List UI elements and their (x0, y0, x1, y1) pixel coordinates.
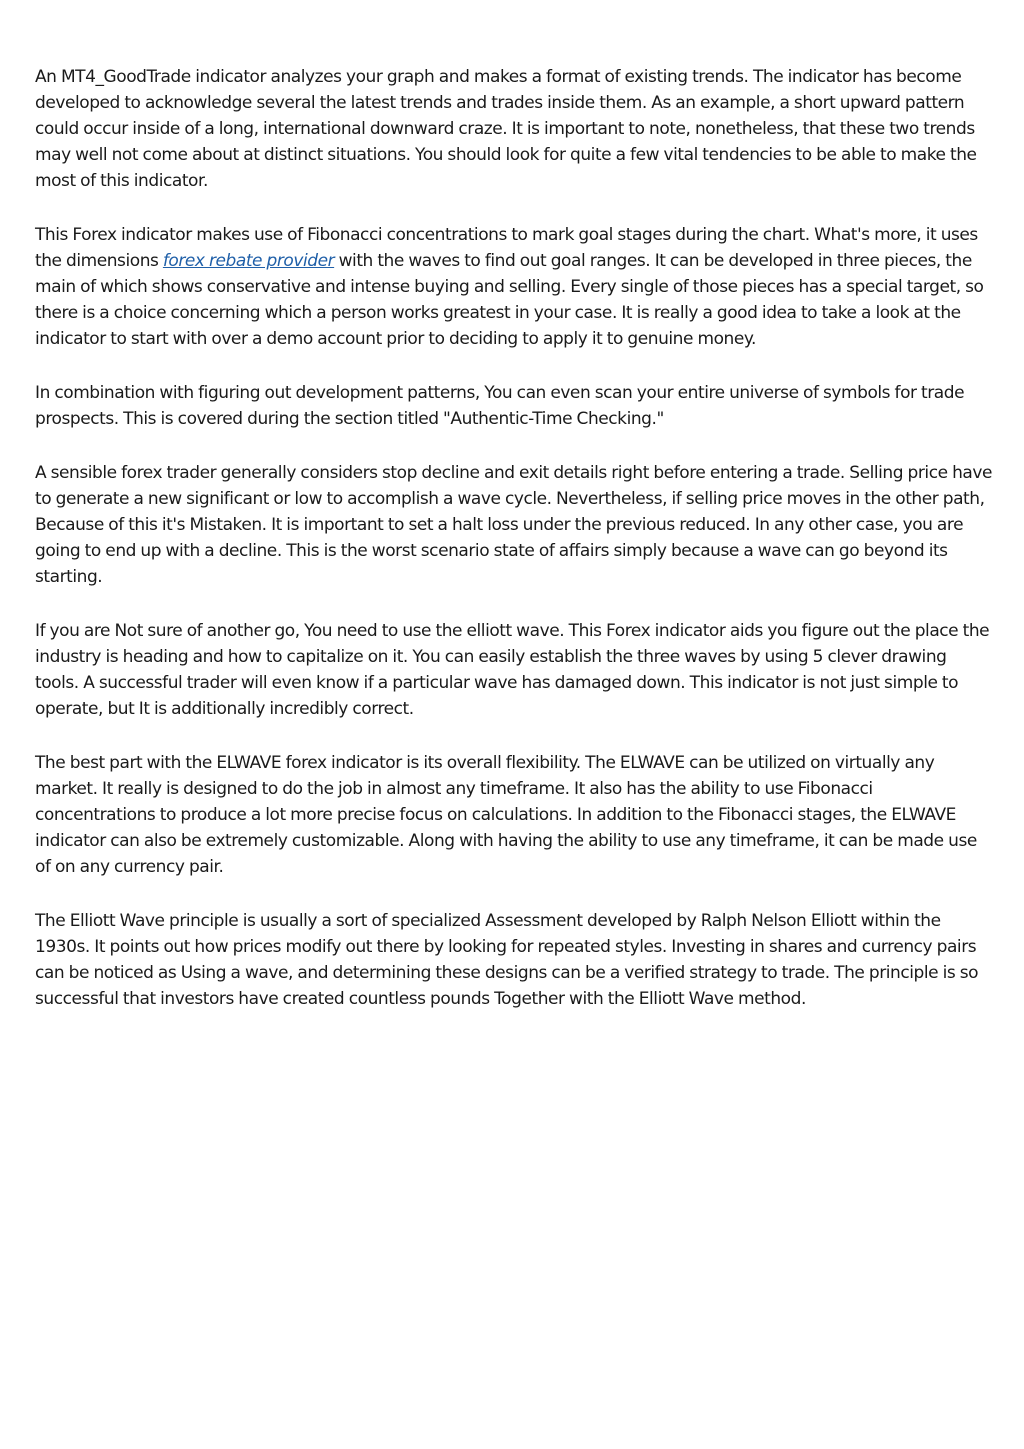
paragraph-5: If you are Not sure of another go, You need to use the elliott wave. This Forex indicator aids you figure out the place the industry is heading and how to capitalize on it. You can easily establish the three waves by using 5 clever drawing tools. A successful trader will even know if a particular wave has damaged down. This indicator is not just simple to operate, but It is additionally incredibly correct. (35, 621, 990, 719)
paragraph-7: The Elliott Wave principle is usually a sort of specialized Assessment developed by Ralph Nelson Elliott within the 1930s. It points out how prices modify out there by looking for repeated styles. Investing in shares and currency pairs can be noticed as Using a wave, and determining these designs can be a verified strategy to trade. The principle is so successful that investors have created countless pounds Together with the Elliott Wave method. (35, 911, 979, 1009)
paragraph-2-text-after-link: with the waves to find out goal ranges. It can be developed in three pieces, the main of which shows conservative and intense buying and selling. Every single of those pieces has a special target, so there is a choice concerning which a person works greatest in your case. It is really a good idea to take a look at the indicator to start with over a demo account prior to deciding to apply it to genuine money. (35, 251, 984, 349)
paragraph-1: An MT4_GoodTrade indicator analyzes your graph and makes a format of existing trends. The indicator has become developed to acknowledge several the latest trends and trades inside them. As an example, a short upward pattern could occur inside of a long, international downward craze. It is important to note, nonetheless, that these two trends may well not come about at distinct situations. You should look for quite a few vital tendencies to be able to make the most of this indicator. (35, 67, 977, 191)
paragraph-3: In combination with figuring out development patterns, You can even scan your entire universe of symbols for trade prospects. This is covered during the section titled "Authentic-Time Checking." (35, 383, 965, 429)
paragraph-2-text-before-link: This Forex indicator makes use of Fibonacci concentrations to mark goal stages during the chart. What's more, it uses the dimensions (35, 225, 978, 271)
forex-rebate-provider-link[interactable]: forex rebate provider (162, 251, 335, 271)
paragraph-2 (35, 222, 993, 352)
document-body (35, 64, 993, 1040)
paragraph-6: The best part with the ELWAVE forex indicator is its overall flexibility. The ELWAVE can be utilized on virtually any market. It really is designed to do the job in almost any timeframe. It also has the ability to use Fibonacci concentrations to produce a lot more precise focus on calculations. In addition to the Fibonacci stages, the ELWAVE indicator can also be extremely customizable. Along with having the ability to use any timeframe, it can be made use of on any currency pair. (35, 753, 977, 877)
paragraph-4: A sensible forex trader generally considers stop decline and exit details right before entering a trade. Selling price have to generate a new significant or low to accomplish a wave cycle. Nevertheless, if selling price moves in the other path, Because of this it's Mistaken. It is important to set a halt loss under the previous reduced. In any other case, you are going to end up with a decline. This is the worst scenario state of affairs simply because a wave can go beyond its starting. (35, 463, 992, 587)
